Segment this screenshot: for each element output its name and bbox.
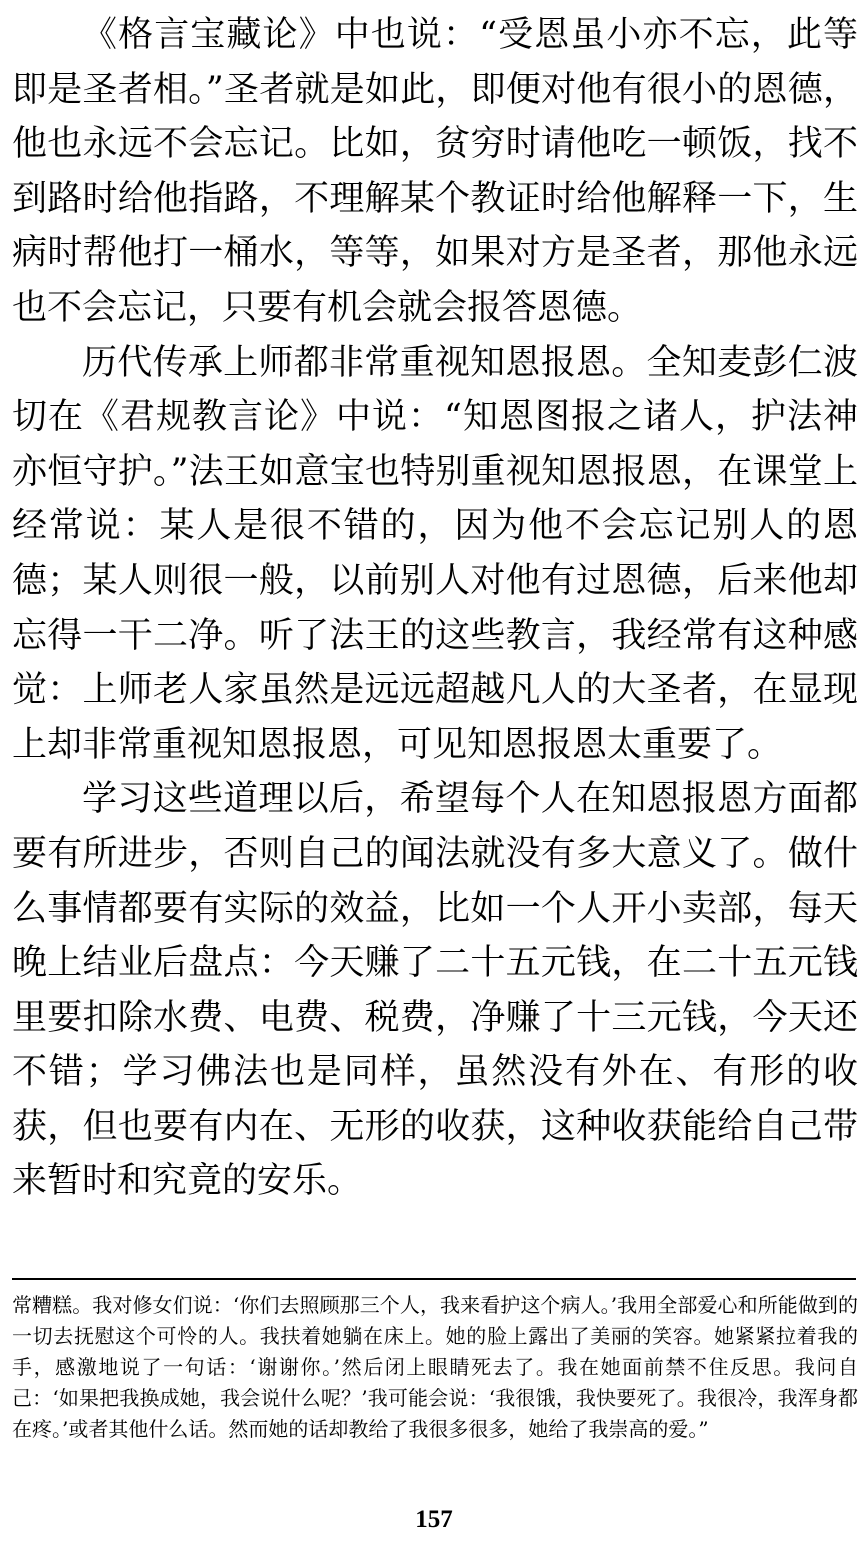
- main-text: [12, 8, 858, 1209]
- paragraph-3: 学习这些道理以后，希望每个人在知恩报恩方面都要有所进步，否则自己的闻法就没有多大意义了。做什么事情都要有实际的效益，比如一个人开小卖部，每天晚上结业后盘点：今天赚了二十五元钱，在二十五元钱里要扣除水费、电费、税费，净赚了十三元钱，今天还不错；学习佛法也是同样，虽然没有外在、有形的收获，但也要有内在、无形的收获，这种收获能给自己带来暂时和究竟的安乐。: [12, 779, 858, 1202]
- page-number: 157: [415, 1506, 453, 1533]
- paragraph-1: 《格言宝藏论》中也说：“受恩虽小亦不忘，此等即是圣者相。”圣者就是如此，即便对他有很小的恩德，他也永远不会忘记。比如，贫穷时请他吃一顿饭，找不到路时给他指路，不理解某个教证时给他解释一下，生病时帮他打一桶水，等等，如果对方是圣者，那他永远也不会忘记，只要有机会就会报答恩德。: [12, 15, 858, 328]
- paragraph-2: 历代传承上师都非常重视知恩报恩。全知麦彭仁波切在《君规教言论》中说：“知恩图报之诸人，护法神亦恒守护。”法王如意宝也特别重视知恩报恩，在课堂上经常说：某人是很不错的，因为他不会忘记别人的恩德；某人则很一般，以前别人对他有过恩德，后来他却忘得一干二净。听了法王的这些教言，我经常有这种感觉：上师老人家虽然是远远超越凡人的大圣者，在显现上却非常重视知恩报恩，可见知恩报恩太重要了。: [12, 342, 858, 765]
- footnote-text: 常糟糕。我对修女们说：‘你们去照顾那三个人，我来看护这个病人。’我用全部爱心和所能做到的一切去抚慰这个可怜的人。我扶着她躺在床上。她的脸上露出了美丽的笑容。她紧紧拉着我的手，感激地说了一句话：‘谢谢你。’然后闭上眼睛死去了。我在她面前禁不住反思。我问自己：‘如果把我换成她，我会说什么呢？’我可能会说：‘我很饿，我快要死了。我很冷，我浑身都在疼。’或者其他什么话。然而她的话却教给了我很多很多，她给了我崇高的爱。”: [12, 1293, 858, 1441]
- footnote-divider: [12, 1278, 856, 1280]
- footnote: [12, 1290, 858, 1445]
